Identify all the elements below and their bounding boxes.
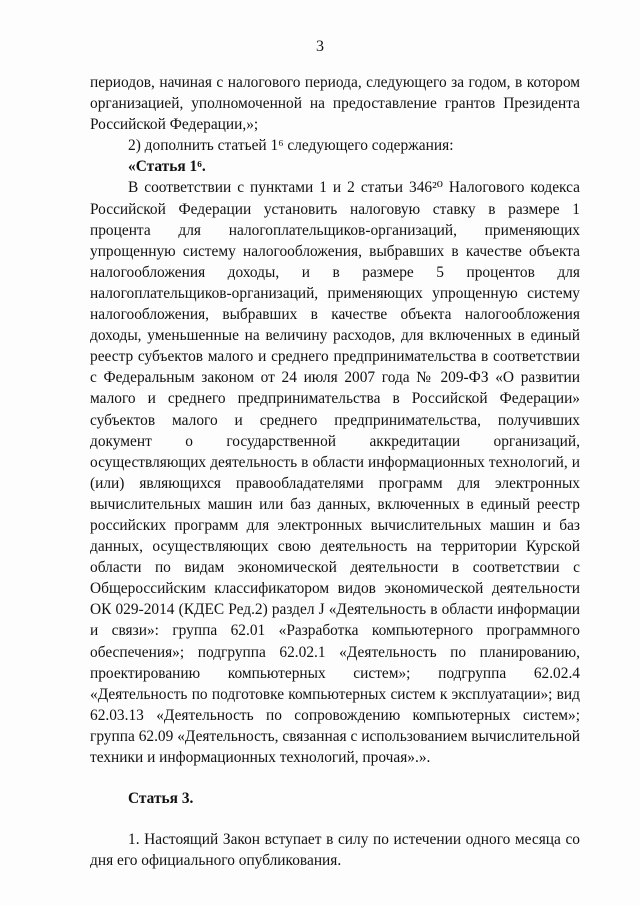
paragraph-continuation: периодов, начиная с налогового периода, следующего за годом, в котором организацией, уполномоченной на предоставление грантов Президента Российской Федерации,»;: [90, 74, 580, 134]
article-1-6-heading: «Статья 1⁶.: [128, 158, 206, 176]
section-gap: [90, 768, 580, 788]
article-1-6-text: В соответствии с пунктами 1 и 2 статьи 346²⁰ Налогового кодекса Российской Федерации установить налоговую ставку в размере 1 процента для налогоплательщиков-организаций, применяющих упрощенную систему налогообложения, выбравших в качестве объекта налогообложения доходы, и в размере 5 процентов для налогоплательщиков-организаций, применяющих упрощенную систему налогообложения, выбравших в качестве объекта налогообложения доходы, уменьшенные на величину расходов, для включенных в единый реестр субъектов малого и среднего предпринимательства в соответствии с Федеральным законом от 24 июля 2007 года № 209-ФЗ «О развитии малого и среднего предпринимательства в Российской Федерации» субъектов малого и среднего предпринимательства, получивших документ о государственной аккредитации организаций, осуществляющих деятельность в области информационных технологий, и (или) являющихся правообладателями программ для электронных вычислительных машин или баз данных, включенных в единый реестр российских программ для электронных вычислительных машин и баз данных, осуществляющих свою деятельность на территории Курской области по видам экономической деятельности в соответствии с Общероссийским классификатором видов экономической деятельности ОК 029-2014 (КДЕС Ред.2) раздел J «Деятельность в области информации и связи»: группа 62.01 «Разработка компьютерного программного обеспечения»; подгруппа 62.02.1 «Деятельность по планированию, проектированию компьютерных систем»; подгруппа 62.02.4 «Деятельность по подготовке компьютерных систем к эксплуатации»; вид 62.03.13 «Деятельность по сопровождению компьютерных систем»; группа 62.09 «Деятельность, связанная с использованием вычислительной техники и информационных технологий, прочая».».: [90, 179, 580, 766]
paragraph-amendment: 2) дополнить статьей 1⁶ следующего содержания:: [128, 137, 454, 155]
article-3-heading: Статья 3.: [128, 790, 194, 808]
section-gap: [90, 809, 580, 829]
document-body: [90, 72, 580, 871]
page-number: 3: [316, 38, 324, 55]
article-3-text: 1. Настоящий Закон вступает в силу по истечении одного месяца со дня его официального опубликования.: [90, 831, 580, 870]
